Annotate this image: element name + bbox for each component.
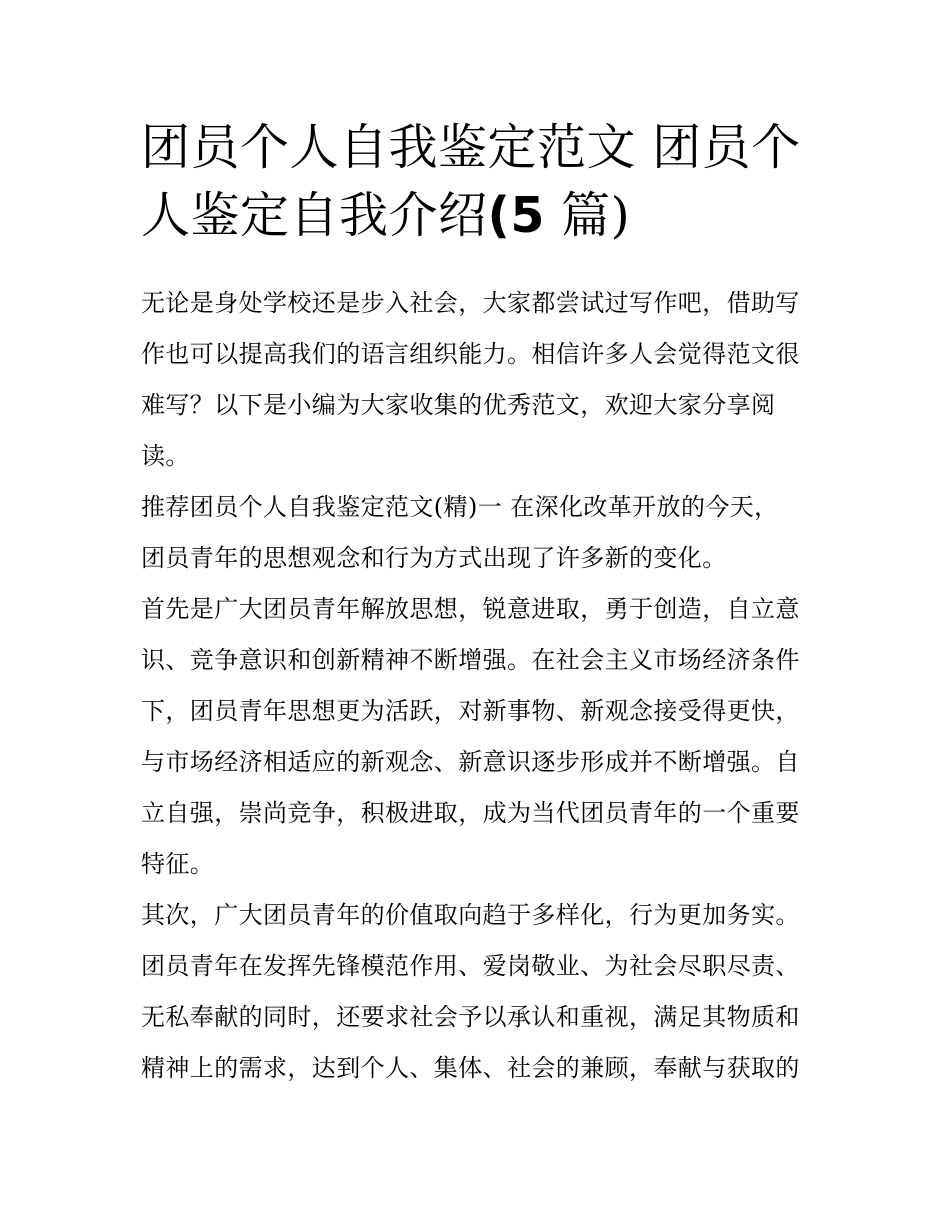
paragraph-line: 推荐团员个人自我鉴定范文(精)一 在深化改革开放的今天， — [141, 493, 779, 521]
paragraph-line: 无论是身处学校还是步入社会，大家都尝试过写作吧，借助写 — [141, 289, 800, 317]
paragraph-line: 团员青年在发挥先锋模范作用、爱岗敬业、为社会尽职尽责、 — [141, 952, 800, 980]
paragraph-line: 作也可以提高我们的语言组织能力。相信许多人会觉得范文很 — [141, 340, 800, 368]
paragraph-heading-sample — [141, 482, 821, 584]
title-text-1: 团员个人自我鉴定范文 团员个 — [141, 119, 801, 176]
paragraph-line: 下，团员青年思想更为活跃，对新事物、新观念接受得更快， — [141, 697, 800, 725]
paragraph-line: 立自强，崇尚竞争，积极进取，成为当代团员青年的一个重要 — [141, 799, 800, 827]
title-count-number: (5 — [487, 187, 546, 244]
document-body — [141, 278, 821, 1094]
paragraph-line: 识、竞争意识和创新精神不断增强。在社会主义市场经济条件 — [141, 646, 800, 674]
paragraph-second-point — [141, 890, 821, 1094]
paragraph-line: 其次，广大团员青年的价值取向趋于多样化，行为更加务实。 — [141, 901, 800, 929]
paragraph-line: 团员青年的思想观念和行为方式出现了许多新的变化。 — [141, 544, 727, 572]
paragraph-line: 与市场经济相适应的新观念、新意识逐步形成并不断增强。自 — [141, 748, 800, 776]
document-title — [141, 114, 821, 250]
paragraph-line: 精神上的需求，达到个人、集体、社会的兼顾，奉献与获取的 — [141, 1054, 800, 1082]
paragraph-line: 特征。 — [141, 850, 215, 878]
title-text-2: 人鉴定自我介绍 — [141, 187, 488, 244]
paragraph-intro — [141, 278, 821, 482]
paragraph-line: 难写？以下是小编为大家收集的优秀范文，欢迎大家分享阅 — [141, 391, 776, 419]
paragraph-line: 无私奉献的同时，还要求社会予以承认和重视，满足其物质和 — [141, 1003, 800, 1031]
paragraph-first-point — [141, 584, 821, 890]
paragraph-line: 读。 — [141, 442, 190, 470]
title-count-suffix: 篇) — [545, 187, 631, 244]
paragraph-line: 首先是广大团员青年解放思想，锐意进取，勇于创造，自立意 — [141, 595, 800, 623]
